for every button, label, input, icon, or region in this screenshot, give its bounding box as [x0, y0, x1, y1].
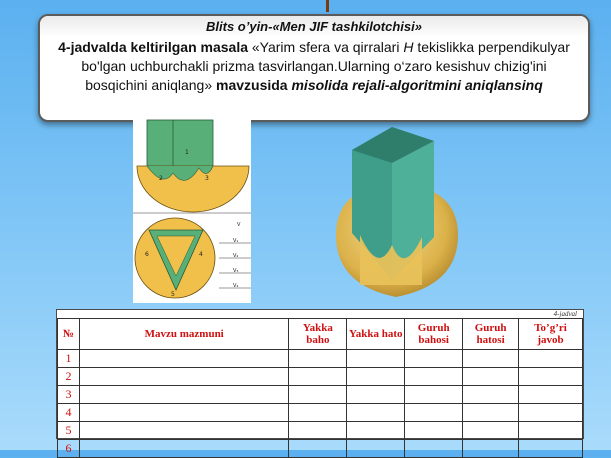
label-4: 4: [199, 251, 203, 258]
label-5: 5: [171, 291, 175, 298]
label-3: 3: [205, 175, 209, 182]
cell[interactable]: [289, 404, 347, 422]
table-row: [58, 440, 583, 458]
header-group-score: Guruh bahosi: [405, 319, 463, 350]
cell[interactable]: [347, 404, 405, 422]
table-row: [58, 350, 583, 368]
top-marker: [326, 0, 329, 12]
cell[interactable]: [405, 440, 463, 458]
header-topic: Mavzu mazmuni: [79, 319, 288, 350]
cell[interactable]: [405, 350, 463, 368]
row-number: 5: [58, 422, 80, 440]
table-row: [58, 404, 583, 422]
cell[interactable]: [289, 422, 347, 440]
cell[interactable]: [405, 386, 463, 404]
cell[interactable]: [79, 440, 288, 458]
cell[interactable]: [519, 422, 583, 440]
task-banner: [38, 14, 590, 122]
banner-text-1: «Yarim sfera va qirralari: [248, 39, 404, 55]
header-individual-error: Yakka hato: [347, 319, 405, 350]
cell[interactable]: [463, 350, 519, 368]
table-row: [58, 368, 583, 386]
cell[interactable]: [463, 386, 519, 404]
label-1: 1: [185, 149, 189, 156]
cell[interactable]: [289, 386, 347, 404]
row-number: 6: [58, 440, 80, 458]
cell[interactable]: [519, 386, 583, 404]
evaluation-table-panel: [56, 309, 584, 455]
cell[interactable]: [289, 350, 347, 368]
row-number: 1: [58, 350, 80, 368]
label-6: 6: [145, 251, 149, 258]
cell[interactable]: [519, 440, 583, 458]
cell[interactable]: [519, 404, 583, 422]
cell[interactable]: [347, 422, 405, 440]
prism-3d-illustration: [330, 125, 465, 300]
cell[interactable]: [79, 422, 288, 440]
cell[interactable]: [347, 368, 405, 386]
header-individual-score: Yakka baho: [289, 319, 347, 350]
banner-bold-italic: misolida rejali-algoritmini aniqlansinq: [287, 77, 543, 93]
cell[interactable]: [463, 404, 519, 422]
cell[interactable]: [463, 440, 519, 458]
cell[interactable]: [463, 368, 519, 386]
label-v2: V₂: [233, 253, 239, 259]
orthographic-drawing: [133, 118, 251, 303]
cell[interactable]: [519, 368, 583, 386]
label-2: 2: [159, 175, 163, 182]
label-v: V: [237, 222, 241, 228]
label-v1: V₁: [233, 238, 239, 244]
row-number: 2: [58, 368, 80, 386]
cell[interactable]: [347, 350, 405, 368]
cell[interactable]: [519, 350, 583, 368]
cell[interactable]: [405, 404, 463, 422]
cell[interactable]: [347, 386, 405, 404]
cell[interactable]: [405, 368, 463, 386]
banner-italic-h: H: [403, 39, 414, 55]
row-number: 3: [58, 386, 80, 404]
banner-body: [52, 38, 576, 95]
label-v3: V₃: [233, 268, 239, 274]
table-header-row: [58, 319, 583, 350]
cell[interactable]: [79, 350, 288, 368]
header-correct-answer: To’g’ri javob: [519, 319, 583, 350]
label-v4: V₄: [233, 283, 239, 289]
cell[interactable]: [289, 440, 347, 458]
cell[interactable]: [405, 422, 463, 440]
banner-heading: Blits o’yin-«Men JIF tashkilotchisi»: [40, 16, 588, 38]
cell[interactable]: [463, 422, 519, 440]
header-number: №: [58, 319, 80, 350]
row-number: 4: [58, 404, 80, 422]
banner-bold-1: 4-jadvalda keltirilgan masala: [58, 39, 248, 55]
table-row: [58, 386, 583, 404]
prism-3d-svg: [330, 125, 465, 300]
cell[interactable]: [289, 368, 347, 386]
prism-front: [147, 120, 213, 166]
cell[interactable]: [79, 404, 288, 422]
evaluation-table: [57, 318, 583, 458]
table-note: 4-jadval: [553, 310, 577, 318]
cell[interactable]: [347, 440, 405, 458]
banner-text-2: tekislikka perpendikulyar bo'lgan uchburchakli prizma tasvirlangan.Ularning o‘zaro kesishuv chizig'ini bosqichini aniqlang»: [81, 39, 570, 93]
cell[interactable]: [79, 368, 288, 386]
header-group-error: Guruh hatosi: [463, 319, 519, 350]
table-row: [58, 422, 583, 440]
orthographic-svg: [133, 118, 251, 303]
banner-bold-2: mavzusida: [212, 77, 288, 93]
cell[interactable]: [79, 386, 288, 404]
